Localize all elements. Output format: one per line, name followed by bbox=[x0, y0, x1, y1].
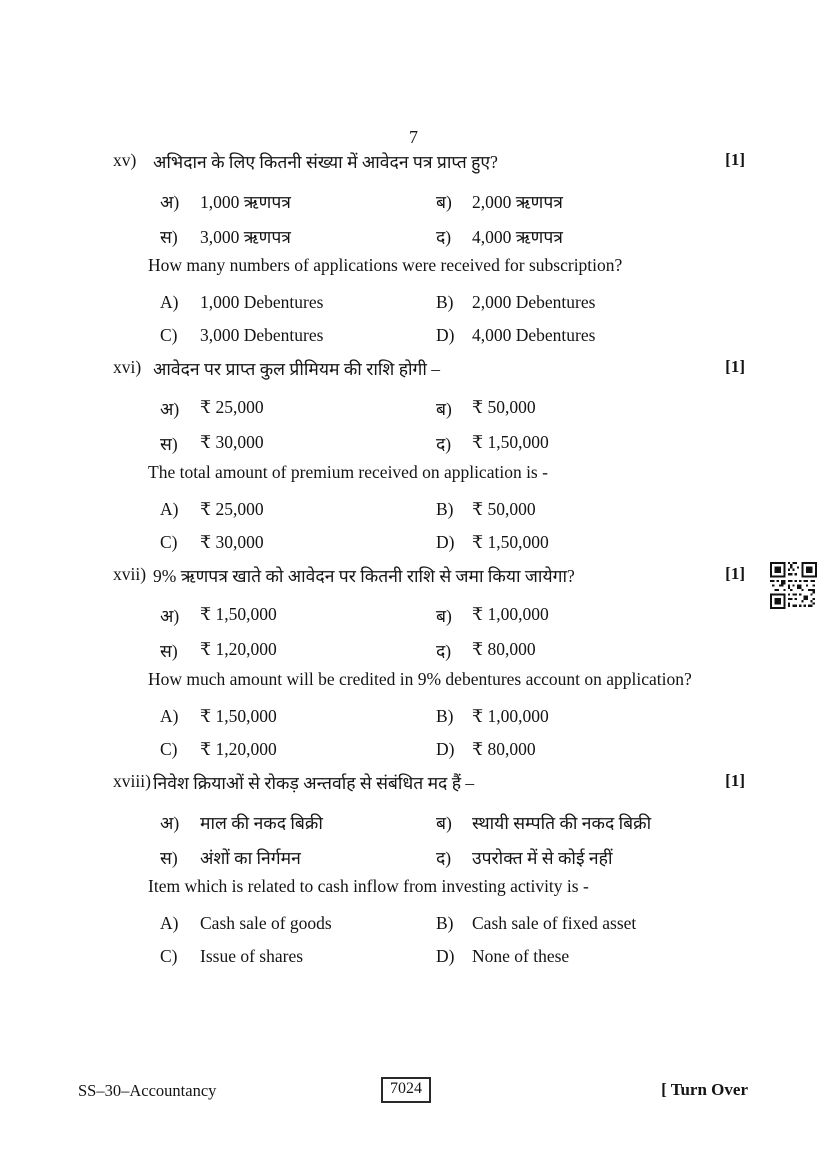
option-text-english-d: ₹ 80,000 bbox=[472, 739, 536, 759]
question-text-hindi: आवेदन पर प्राप्त कुल प्रीमियम की राशि होगी – bbox=[153, 359, 441, 379]
option-text-hindi-a: माल की नकद बिक्री bbox=[200, 813, 323, 833]
option-text-english-a: 1,000 Debentures bbox=[200, 292, 324, 312]
option-text-hindi-c: ₹ 1,20,000 bbox=[200, 639, 277, 659]
english-options-row-2 bbox=[0, 325, 827, 357]
option-text-english-c: ₹ 30,000 bbox=[200, 532, 264, 552]
option-label-hindi-a: अ) bbox=[160, 192, 180, 212]
option-label-hindi-b: ब) bbox=[436, 813, 452, 833]
option-text-english-d: ₹ 1,50,000 bbox=[472, 532, 549, 552]
question-english-row bbox=[0, 876, 827, 908]
hindi-options-row-2 bbox=[0, 846, 827, 878]
hindi-options-row-2 bbox=[0, 225, 827, 257]
question-text-hindi: अभिदान के लिए कितनी संख्या में आवेदन पत्र प्राप्त हुए? bbox=[153, 152, 498, 172]
option-label-hindi-a: अ) bbox=[160, 399, 180, 419]
option-label-hindi-c: स) bbox=[160, 227, 178, 247]
option-text-hindi-a: 1,000 ऋणपत्र bbox=[200, 192, 291, 212]
option-text-english-d: None of these bbox=[472, 946, 570, 966]
option-text-hindi-d: ₹ 80,000 bbox=[472, 639, 536, 659]
option-label-english-a: A) bbox=[160, 499, 179, 519]
question-block bbox=[0, 771, 827, 978]
option-label-english-d: D) bbox=[436, 325, 455, 345]
option-text-hindi-d: 4,000 ऋणपत्र bbox=[472, 227, 563, 247]
english-options-row-2 bbox=[0, 946, 827, 978]
english-options-row-1 bbox=[0, 913, 827, 945]
footer-paper-code: SS–30–Accountancy bbox=[78, 1081, 217, 1100]
option-text-hindi-d: उपरोक्त में से कोई नहीं bbox=[472, 848, 613, 868]
option-text-english-c: 3,000 Debentures bbox=[200, 325, 324, 345]
option-text-hindi-b: ₹ 1,00,000 bbox=[472, 604, 549, 624]
option-label-english-c: C) bbox=[160, 325, 178, 345]
hindi-options-row-1 bbox=[0, 397, 827, 429]
option-label-hindi-c: स) bbox=[160, 848, 178, 868]
question-marks: [1] bbox=[725, 150, 745, 169]
question-text-hindi: 9% ऋणपत्र खाते को आवेदन पर कितनी राशि से जमा किया जायेगा? bbox=[153, 566, 575, 586]
option-label-english-b: B) bbox=[436, 292, 454, 312]
option-label-english-b: B) bbox=[436, 913, 454, 933]
option-label-english-d: D) bbox=[436, 739, 455, 759]
option-text-english-b: 2,000 Debentures bbox=[472, 292, 596, 312]
option-label-hindi-d: द) bbox=[436, 434, 452, 454]
question-number: xvii) bbox=[113, 564, 147, 584]
question-english-row bbox=[0, 255, 827, 287]
page-number: 7 bbox=[409, 127, 418, 147]
question-number: xv) bbox=[113, 150, 137, 170]
question-heading-row bbox=[0, 150, 827, 182]
option-text-hindi-c: ₹ 30,000 bbox=[200, 432, 264, 452]
option-text-english-a: Cash sale of goods bbox=[200, 913, 332, 933]
footer-center-number: 7024 bbox=[381, 1077, 431, 1103]
option-text-hindi-c: 3,000 ऋणपत्र bbox=[200, 227, 291, 247]
question-english-row bbox=[0, 462, 827, 494]
option-text-hindi-b: 2,000 ऋणपत्र bbox=[472, 192, 563, 212]
question-text-english: The total amount of premium received on application is - bbox=[148, 462, 548, 482]
option-label-english-d: D) bbox=[436, 946, 455, 966]
question-number: xviii) bbox=[113, 771, 151, 791]
english-options-row-1 bbox=[0, 292, 827, 324]
option-label-english-b: B) bbox=[436, 706, 454, 726]
option-label-hindi-a: अ) bbox=[160, 606, 180, 626]
hindi-options-row-2 bbox=[0, 432, 827, 464]
qr-code-icon bbox=[770, 562, 817, 609]
question-block bbox=[0, 564, 827, 771]
question-text-hindi: निवेश क्रियाओं से रोकड़ अन्तर्वाह से संबंधित मद हैं – bbox=[153, 773, 475, 793]
question-block bbox=[0, 357, 827, 564]
question-heading-row bbox=[0, 771, 827, 803]
option-text-english-c: Issue of shares bbox=[200, 946, 304, 966]
option-label-hindi-b: ब) bbox=[436, 606, 452, 626]
question-heading-row bbox=[0, 357, 827, 389]
option-label-hindi-c: स) bbox=[160, 641, 178, 661]
option-label-english-c: C) bbox=[160, 946, 178, 966]
question-number: xvi) bbox=[113, 357, 142, 377]
option-label-hindi-b: ब) bbox=[436, 399, 452, 419]
option-label-english-c: C) bbox=[160, 532, 178, 552]
page-footer bbox=[0, 1077, 827, 1111]
option-text-english-d: 4,000 Debentures bbox=[472, 325, 596, 345]
question-text-english: How many numbers of applications were received for subscription? bbox=[148, 255, 623, 275]
option-text-english-b: Cash sale of fixed asset bbox=[472, 913, 637, 933]
option-text-hindi-b: ₹ 50,000 bbox=[472, 397, 536, 417]
option-label-hindi-b: ब) bbox=[436, 192, 452, 212]
english-options-row-1 bbox=[0, 499, 827, 531]
option-label-hindi-c: स) bbox=[160, 434, 178, 454]
option-label-hindi-a: अ) bbox=[160, 813, 180, 833]
option-label-english-d: D) bbox=[436, 532, 455, 552]
question-block bbox=[0, 150, 827, 357]
hindi-options-row-1 bbox=[0, 811, 827, 843]
option-text-hindi-a: ₹ 25,000 bbox=[200, 397, 264, 417]
option-text-english-b: ₹ 50,000 bbox=[472, 499, 536, 519]
question-marks: [1] bbox=[725, 771, 745, 790]
questions-container bbox=[0, 150, 827, 978]
english-options-row-1 bbox=[0, 706, 827, 738]
hindi-options-row-1 bbox=[0, 190, 827, 222]
english-options-row-2 bbox=[0, 739, 827, 771]
option-text-hindi-b: स्थायी सम्पति की नकद बिक्री bbox=[472, 813, 652, 833]
option-label-english-a: A) bbox=[160, 706, 179, 726]
hindi-options-row-1 bbox=[0, 604, 827, 636]
question-text-english: Item which is related to cash inflow from investing activity is - bbox=[148, 876, 589, 896]
option-label-english-c: C) bbox=[160, 739, 178, 759]
option-text-hindi-a: ₹ 1,50,000 bbox=[200, 604, 277, 624]
option-label-hindi-d: द) bbox=[436, 227, 452, 247]
option-label-hindi-d: द) bbox=[436, 641, 452, 661]
option-text-english-a: ₹ 1,50,000 bbox=[200, 706, 277, 726]
option-text-hindi-c: अंशों का निर्गमन bbox=[200, 848, 301, 868]
question-marks: [1] bbox=[725, 564, 745, 583]
question-english-row bbox=[0, 669, 827, 701]
question-marks: [1] bbox=[725, 357, 745, 376]
option-label-hindi-d: द) bbox=[436, 848, 452, 868]
english-options-row-2 bbox=[0, 532, 827, 564]
hindi-options-row-2 bbox=[0, 639, 827, 671]
option-label-english-b: B) bbox=[436, 499, 454, 519]
question-text-english: How much amount will be credited in 9% debentures account on application? bbox=[148, 669, 692, 689]
option-text-hindi-d: ₹ 1,50,000 bbox=[472, 432, 549, 452]
footer-turn-over: [ Turn Over bbox=[661, 1080, 748, 1099]
option-label-english-a: A) bbox=[160, 913, 179, 933]
option-label-english-a: A) bbox=[160, 292, 179, 312]
question-heading-row bbox=[0, 564, 827, 596]
option-text-english-c: ₹ 1,20,000 bbox=[200, 739, 277, 759]
option-text-english-b: ₹ 1,00,000 bbox=[472, 706, 549, 726]
option-text-english-a: ₹ 25,000 bbox=[200, 499, 264, 519]
